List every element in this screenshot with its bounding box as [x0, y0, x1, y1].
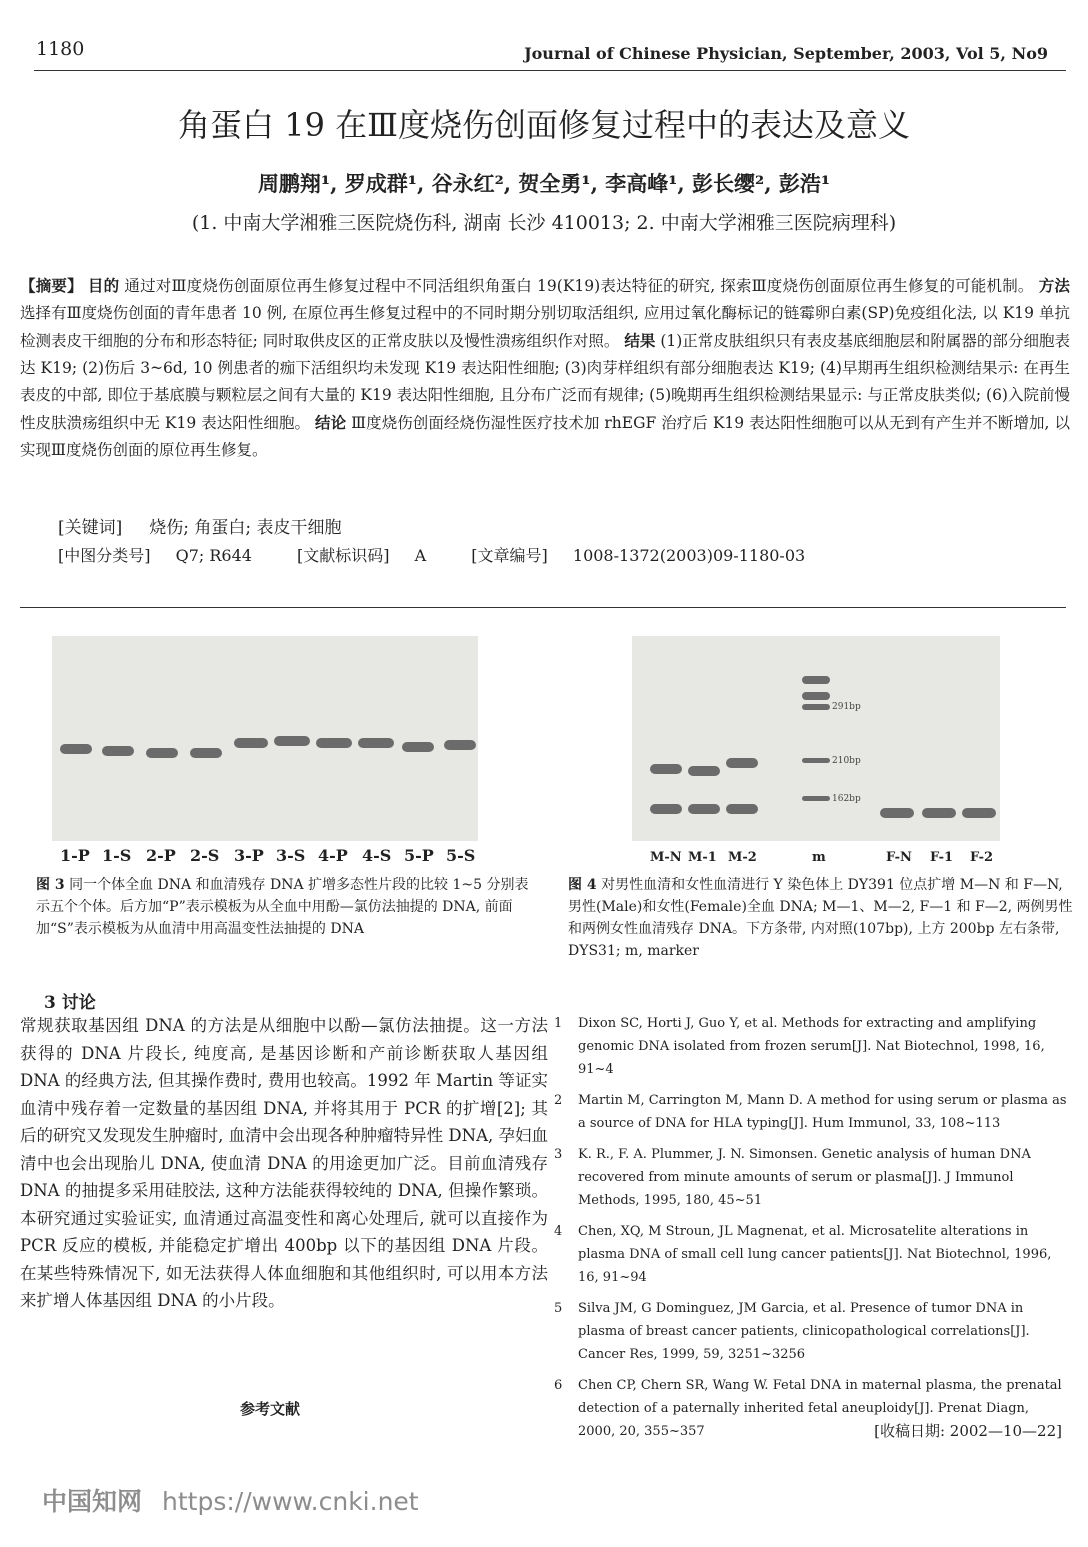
- lane-label: 1-P: [60, 846, 90, 865]
- authors: 周鹏翔¹, 罗成群¹, 谷永红², 贺全勇¹, 李高峰¹, 彭长缨², 彭浩¹: [257, 171, 831, 196]
- reference-item: [554, 1297, 1070, 1366]
- gel-band: [880, 808, 914, 818]
- figure4-caption-label: 图 4: [568, 877, 597, 893]
- result-text: (1)正常皮肤组织只有表皮基底细胞层和附属器的部分细胞表达 K19; (2)伤后 3~6d, 10 例患者的痂下活组织均未发现 K19 表达阳性细胞; (3)肉芽样组织有部分细胞表达 K19; (4)早期再生组织检测结果示: 在再生表皮的中部, 即位于基底膜与颗粒层之间有大量的 K19 表达阳性细胞, 且分布广泛而有规律; (5)晚期再生组织检测结果显示: 与正常皮肤类似; (6)入院前慢性皮肤溃疡组织中无 K19 表达阳性细胞。: [20, 332, 1070, 432]
- lane-label: M-N: [650, 850, 682, 865]
- reference-number: 1: [554, 1016, 563, 1031]
- gel-band: [60, 744, 92, 754]
- gel-band: [444, 740, 476, 750]
- figure4-caption: [568, 874, 1073, 962]
- abstract-label: 【摘要】: [20, 276, 83, 295]
- discussion-heading: 3 讨论: [44, 993, 96, 1013]
- keywords-value: 烧伤; 角蛋白; 表皮干细胞: [149, 518, 342, 538]
- gel-band: [802, 758, 830, 763]
- gel-band: [234, 738, 268, 748]
- watermark-url: https://www.cnki.net: [162, 1487, 419, 1516]
- method-text: 选择有Ⅲ度烧伤创面的青年患者 10 例, 在原位再生修复过程中的不同时期分别切取活组织, 应用过氧化酶标记的链霉卵白素(SP)免疫组化法, 以 K19 单抗检测表皮干细胞的分布和形态特征; 同时取供皮区的正常皮肤以及慢性溃疡组织作对照。: [20, 304, 1070, 350]
- conclusion-label: 结论: [315, 413, 347, 432]
- doc-code-value: A: [414, 546, 427, 565]
- lane-label: F-1: [930, 850, 954, 865]
- lane-label: F-2: [970, 850, 994, 865]
- lane-label: 2-S: [190, 846, 220, 865]
- marker-label: 291bp: [832, 702, 861, 712]
- gel-band: [650, 804, 682, 814]
- references-list: [554, 1012, 1070, 1451]
- reference-text: Chen, XQ, M Stroun, JL Magnenat, et al. Microsatelite alterations in plasma DNA of small cell lung cancer patients[J]. Nat Biotechnol, 1996, 16, 91~94: [578, 1224, 1052, 1285]
- watermark-cn: 中国知网: [42, 1487, 143, 1516]
- figure4-gel-image: [632, 636, 1000, 841]
- reference-text: Martin M, Carrington M, Mann D. A method for using serum or plasma as a source of DNA for HLA typing[J]. Hum Immunol, 33, 108~113: [578, 1093, 1067, 1131]
- section-rule: [20, 607, 1066, 608]
- purpose-label: 目的: [87, 276, 120, 295]
- marker-label: 210bp: [832, 756, 861, 766]
- gel-band: [402, 742, 434, 752]
- gel-band: [358, 738, 394, 748]
- gel-band: [146, 748, 178, 758]
- conclusion-text: Ⅲ度烧伤创面经烧伤湿性医疗技术加 rhEGF 治疗后 K19 表达阳性细胞可以从无到有产生并不断增加, 以实现Ⅲ度烧伤创面的原位再生修复。: [20, 414, 1070, 459]
- doc-code-label: [文献标识码]: [297, 546, 390, 565]
- discussion-text: 常规获取基因组 DNA 的方法是从细胞中以酚—氯仿法抽提。这一方法获得的 DNA 片段长, 纯度高, 是基因诊断和产前诊断获取人基因组 DNA 的经典方法, 但其操作费时, 费用也较高。1992 年 Martin 等证实血清中残存着一定数量的基因组 DNA, 并将其用于 PCR 的扩增[2]; 其后的研究又发现发生肿瘤时, 血清中会出现各种肿瘤特异性 DNA, 孕妇血清中也会出现胎儿 DNA, 使血清 DNA 的用途更加广泛。目前血清残存 DNA 的抽提多采用硅胶法, 这种方法能获得较纯的 DNA, 但操作繁琐。本研究通过实验证实, 血清通过高温变性和离心处理后, 就可以直接作为 PCR 反应的模板, 并能稳定扩增出 400bp 以下的基因组 DNA 片段。在某些特殊情况下, 如无法获得人体血细胞和其他组织时, 可以用本方法来扩增人体基因组 DNA 的小片段。: [20, 1016, 548, 1310]
- gel-band: [962, 808, 996, 818]
- cnki-watermark: [42, 1482, 419, 1518]
- keywords: [58, 513, 342, 538]
- affiliation: (1. 中南大学湘雅三医院烧伤科, 湖南 长沙 410013; 2. 中南大学湘雅三医院病理科): [191, 212, 897, 234]
- classification-line: [58, 543, 845, 566]
- lane-label: F-N: [886, 850, 912, 865]
- references-heading: 参考文献: [240, 1400, 301, 1418]
- lane-label: 1-S: [102, 846, 132, 865]
- gel-band: [726, 758, 758, 768]
- reference-text: Chen CP, Chern SR, Wang W. Fetal DNA in maternal plasma, the prenatal detection of a paternally inherited fetal aneuploidy[J]. Prenat Diagn, 2000, 20, 355~357: [578, 1378, 1062, 1439]
- gel-band: [316, 738, 352, 748]
- reference-text: Dixon SC, Horti J, Guo Y, et al. Methods for extracting and amplifying genomic DNA isolated from frozen serum[J]. Nat Biotechnol, 1998, 16, 91~4: [578, 1016, 1045, 1077]
- reference-item: [554, 1220, 1070, 1289]
- lane-label: m: [812, 850, 826, 865]
- gel-band: [802, 796, 830, 801]
- keywords-label: [关键词]: [58, 518, 123, 538]
- lane-label: M-1: [688, 850, 717, 865]
- reference-text: Silva JM, G Dominguez, JM Garcia, et al. Presence of tumor DNA in plasma of breast cancer patients, clinicopathological correlations[J]. Cancer Res, 1999, 59, 3251~3256: [578, 1301, 1030, 1362]
- purpose-text: 通过对Ⅲ度烧伤创面原位再生修复过程中不同活组织角蛋白 19(K19)表达特征的研究, 探索Ⅲ度烧伤创面原位再生修复的可能机制。: [124, 277, 1034, 295]
- method-label: 方法: [1038, 276, 1070, 295]
- page-number: 1180: [36, 38, 85, 60]
- lane-label: 3-S: [276, 846, 306, 865]
- gel-band: [802, 676, 830, 684]
- gel-band: [102, 746, 134, 756]
- clc-value: Q7; R644: [175, 546, 252, 565]
- article-no-value: 1008-1372(2003)09-1180-03: [572, 546, 806, 565]
- gel-band: [922, 808, 956, 818]
- reference-item: [554, 1143, 1070, 1212]
- figure3-gel-image: [52, 636, 478, 841]
- gel-band: [802, 692, 830, 700]
- reference-number: 4: [554, 1224, 563, 1239]
- figure3-caption-label: 图 3: [36, 877, 65, 893]
- reference-number: 5: [554, 1301, 563, 1316]
- article-no-label: [文章编号]: [471, 546, 548, 565]
- reference-text: K. R., F. A. Plummer, J. N. Simonsen. Genetic analysis of human DNA recovered from minute amounts of serum or plasma[J]. J Immunol Methods, 1995, 180, 45~51: [578, 1147, 1031, 1208]
- header-rule: [34, 70, 1066, 71]
- reference-number: 2: [554, 1093, 563, 1108]
- gel-band: [688, 804, 720, 814]
- reference-number: 3: [554, 1147, 563, 1162]
- gel-band: [274, 736, 310, 746]
- lane-label: 4-S: [362, 846, 392, 865]
- gel-band: [726, 804, 758, 814]
- lane-label: 4-P: [318, 846, 348, 865]
- gel-band: [650, 764, 682, 774]
- article-title: 角蛋白 19 在Ⅲ度烧伤创面修复过程中的表达及意义: [178, 106, 910, 144]
- abstract: [20, 272, 1070, 464]
- clc-label: [中图分类号]: [58, 546, 151, 565]
- reference-item: [554, 1089, 1070, 1135]
- gel-band: [802, 704, 830, 710]
- lane-label: 3-P: [234, 846, 264, 865]
- received-date: [收稿日期: 2002—10—22]: [874, 1422, 1062, 1440]
- lane-label: 5-S: [446, 846, 476, 865]
- figure3-caption-text: 同一个体全血 DNA 和血清残存 DNA 扩增多态性片段的比较 1~5 分别表示五个个体。后方加“P”表示模板为从全血中用酚—氯仿法抽提的 DNA, 前面加“S”表示模板为从血清中用高温变性法抽提的 DNA: [36, 877, 529, 937]
- figure3-lane-labels: [52, 846, 482, 870]
- gel-band: [190, 748, 222, 758]
- marker-label: 162bp: [832, 794, 861, 804]
- result-label: 结果: [624, 331, 656, 350]
- lane-label: 5-P: [404, 846, 434, 865]
- figure3-caption: [36, 874, 536, 940]
- journal-header: Journal of Chinese Physician, September, 2003, Vol 5, No9: [524, 44, 1048, 63]
- reference-item: [554, 1012, 1070, 1081]
- figure4-caption-text: 对男性血清和女性血清进行 Y 染色体上 DY391 位点扩增 M—N 和 F—N, 男性(Male)和女性(Female)全血 DNA; M—1、M—2, F—1 和 F—2, 两例男性和两例女性血清残存 DNA。下方条带, 内对照(107bp), 上方 200bp 左右条带, DYS31; m, marker: [568, 877, 1073, 959]
- reference-number: 6: [554, 1378, 563, 1393]
- figure4-lane-labels: [632, 850, 1002, 872]
- lane-label: 2-P: [146, 846, 176, 865]
- gel-band: [688, 766, 720, 776]
- lane-label: M-2: [728, 850, 757, 865]
